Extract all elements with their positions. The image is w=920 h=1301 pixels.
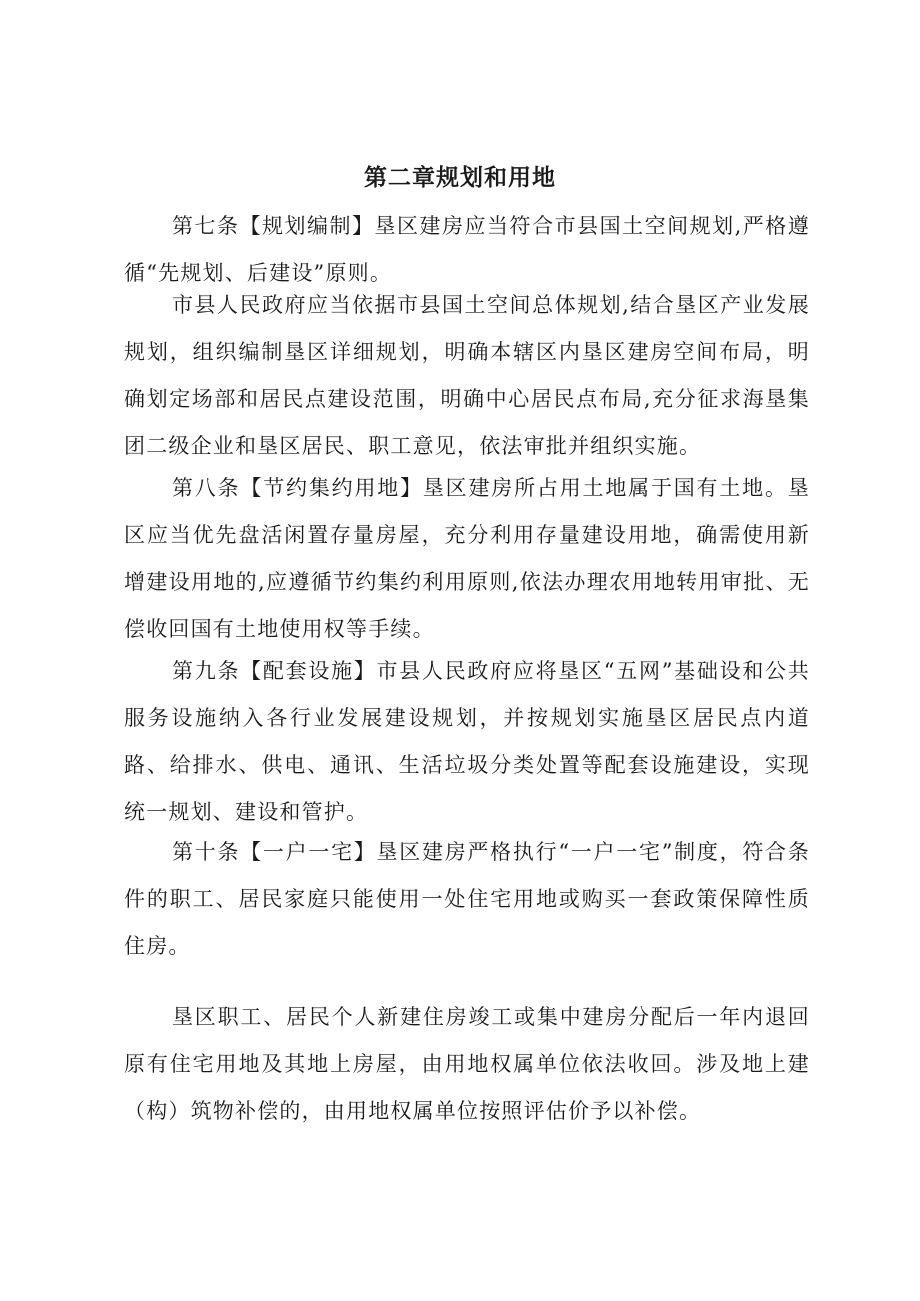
article-7-paragraph: 第七条【规划编制】垦区建房应当符合市县国土空间规划,严格遵循“先规划、后建设”原则。 (124, 214, 810, 285)
article-7-continuation-paragraph: 市县人民政府应当依据市县国土空间总体规划,结合垦区产业发展规划，组织编制垦区详细规划，明确本辖区内垦区建房空间布局，明确划定场部和居民点建设范围，明确中心居民点布局,充分征求海垦集团二级企业和垦区居民、职工意见，依法审批并组织实施。 (124, 293, 810, 458)
article-8-paragraph: 第八条【节约集约用地】垦区建房所占用土地属于国有土地。垦区应当优先盘活闲置存量房屋，充分利用存量建设用地，确需使用新增建设用地的,应遵循节约集约利用原则,依法办理农用地转用审批、无偿收回国有土地使用权等手续。 (124, 476, 810, 641)
article-9-paragraph: 第九条【配套设施】市县人民政府应将垦区“五网”基础设和公共服务设施纳入各行业发展建设规划，并按规划实施垦区居民点内道路、给排水、供电、通讯、生活垃圾分类处置等配套设施建设，实现统一规划、建设和管护。 (124, 659, 810, 824)
article-10-paragraph: 第十条【一户一宅】垦区建房严格执行“一户一宅”制度，符合条件的职工、居民家庭只能使用一处住宅用地或购买一套政策保障性质住房。 (124, 840, 810, 958)
chapter-title: 第二章规划和用地 (364, 165, 556, 191)
article-10-continuation-paragraph: 垦区职工、居民个人新建住房竣工或集中建房分配后一年内退回原有住宅用地及其地上房屋，由用地权属单位依法收回。涉及地上建（构）筑物补偿的，由用地权属单位按照评估价予以补偿。 (124, 1005, 810, 1123)
